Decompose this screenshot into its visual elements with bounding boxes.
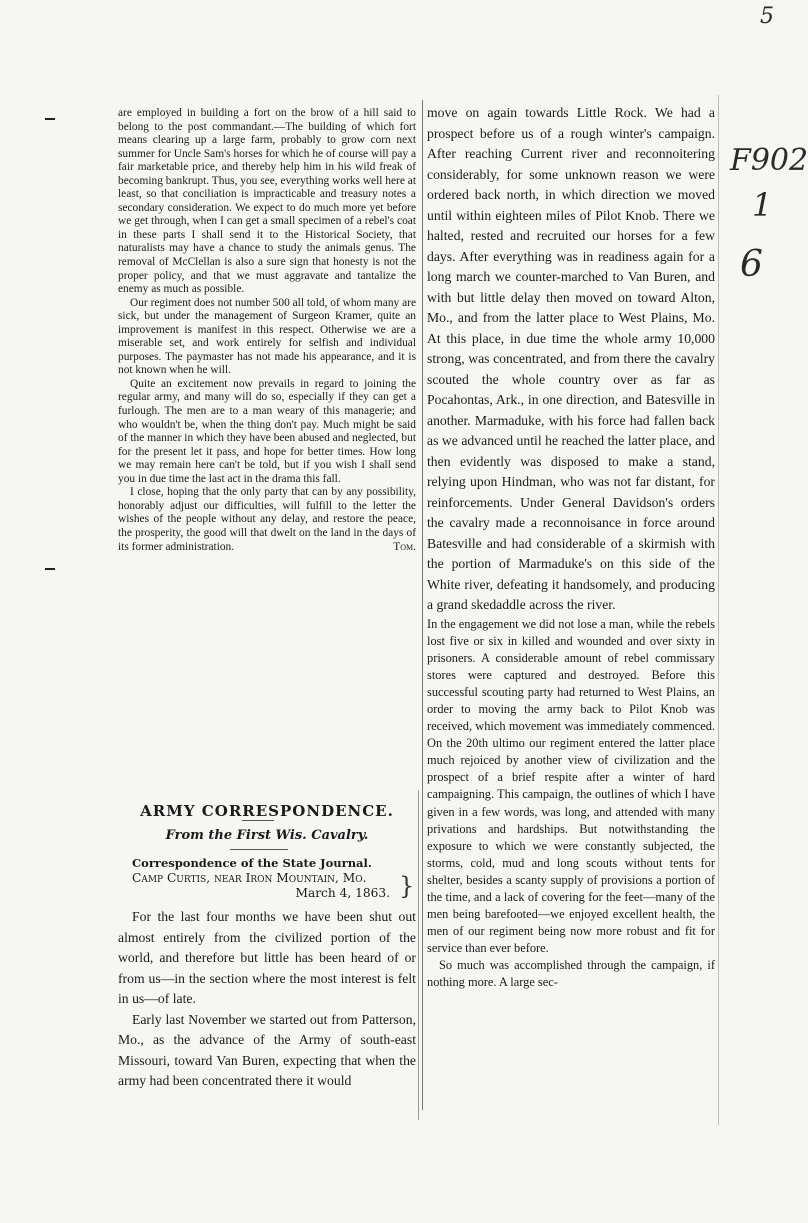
paragraph-closing bbox=[118, 486, 416, 554]
ornament-rule bbox=[242, 820, 274, 821]
catalog-code-annotation: F902 bbox=[730, 143, 808, 178]
paragraph: Our regiment does not number 500 all told, of whom many are sick, but under the management of Surgeon Kramer, quite an improvement is manifest in this respect. Otherwise we are a miserable set, and work entirely for selfish and individual purposes. The paymaster has not made his appearance, and it is not known when he will. bbox=[118, 296, 416, 377]
handwritten-line-1: 1 bbox=[752, 186, 773, 224]
separator-rule bbox=[230, 849, 288, 850]
paragraph-last: So much was accomplished through the campaign, if nothing more. A large sec- bbox=[427, 958, 715, 990]
dateline-place: Camp Curtis, near Iron Mountain, Mo. bbox=[132, 871, 367, 885]
page-number-annotation: 5 bbox=[760, 4, 774, 29]
correspondence-source: Correspondence of the State Journal. bbox=[132, 856, 372, 870]
brace-glyph: } bbox=[399, 872, 415, 900]
paragraph: move on again towards Little Rock. We had a prospect before us of a rough winter's campaign. After reaching Current river and reconnoitering considerably, for some unknown reason we were ordered back north, in which direction we moved until within eighteen miles of Pilot Knob. There we halted, rested and recruited our horses for a few days. After everything was in readiness again for a long march we counter-marched to Van Buren, and with but little delay then moved on toward Alton, Mo., and from the latter place to West Plains, Mo. At this place, in due time the whole army 10,000 strong, was concentrated, and from there the cavalry scouted the whole country over as far as Pocahontas, Ark., in one direction, and Batesville in another. Marmaduke, with his force had fallen back as we advanced until he reached the latter place, and then evidently was disposed to make a stand, relying upon Hindman, who was not far distant, for reinforcements. Under General Davidson's orders the cavalry made a reconnoisance in force around Batesville and had considerable of a skirmish with the portion of Marmaduke's on this side of the White river, defeating it handsomely, and producing a grand skedaddle across the river. bbox=[427, 105, 715, 612]
section-subtitle: From the First Wis. Cavalry. bbox=[165, 828, 369, 843]
paragraph: are employed in building a fort on the brow of a hill said to belong to the post commandant.—The building of which fort means clearing up a large farm, probably to grow corn next summer for Uncle Sam's horses for which he of course will pay a fair marketable price, and thereby help him in his wild freak of becoming bankrupt. Thus, you see, everything works well here at least, so that conciliation is impracticable and treasury notes a secondary consideration. We expect to do much more yet before we get through, when I can get a small specimen of a rebel's coat in these parts I shall send it to the Historical Society, that naturalists may have a chance to study the animals genus. The removal of McClellan is also a sure sign that honesty is not the proper policy, and that we must aggravate and tantalize the enemy as much as possible. bbox=[118, 107, 416, 296]
paragraph-small: In the engagement we did not lose a man, while the rebels lost five or six in killed and wounded and over sixty in prisoners. A considerable amount of rebel commissary stores were captured and destroyed. Before this successful scouting party had returned to West Plains, an order to moving the army back to Pilot Knob was received, which movement was immediately commenced. On the 20th ultimo our regiment entered the latter place much rejoiced by another view of civilization and the prospect of a brief respite after a winter of hard campaigning. This campaign, the outlines of which I have given in a few words, was long, and attended with many privations and hardships. But notwithstanding the exposure to which we were constantly subjected, the storms, cold, mud and long scouts without tents for shelter, besides a scanty supply of provisions a portion of the time, and a lack of covering for the feet—many of the men being barefooted—we enjoyed excellent health, the men of our regiment being now more robust and fit for service than ever before. bbox=[427, 616, 715, 956]
paragraph: Early last November we started out from Patterson, Mo., as the advance of the Army of south-east Missouri, toward Van Buren, expecting that when the army had been concentrated there it would bbox=[118, 1011, 416, 1088]
signature: Tom. bbox=[393, 540, 416, 553]
right-column-article bbox=[427, 103, 715, 992]
left-column-top-article bbox=[118, 107, 416, 554]
dateline-date: March 4, 1863. bbox=[295, 886, 390, 900]
dateline bbox=[132, 871, 394, 901]
handwritten-line-2: 6 bbox=[740, 244, 763, 285]
paragraph-text: I close, hoping that the only party that can by any possibility, honorably adjust our difficulties, will fulfill to the letter the wishes of the people without any delay, and restore the peace, the prosperity, the good will that dwelt on the land in the days of its former administration. bbox=[118, 486, 416, 553]
section-title: ARMY CORRESPONDENCE. bbox=[140, 802, 394, 820]
margin-mark bbox=[45, 118, 55, 120]
column-divider-lower bbox=[418, 790, 419, 1120]
paragraph: Quite an excitement now prevails in regard to joining the regular army, and many will do so, especially if they can get a furlough. The men are to a man weary of this managerie; and who wouldn't be, when the thing don't pay. Much might be said of the manner in which they have been abused and neglected, but for the present let it pass, and hope for better times. How long we may remain here can't be told, but if you wish I shall send you in due time the last act in the drama this fall. bbox=[118, 377, 416, 485]
margin-mark bbox=[45, 568, 55, 570]
column-divider bbox=[422, 100, 423, 1110]
page-edge-line bbox=[718, 95, 719, 1125]
paragraph: For the last four months we have been shut out almost entirely from the civilized portion of the world, and therefore but little has been heard of or from us—in the section where the most interest is felt in us—of late. bbox=[118, 909, 416, 1006]
left-column-bottom-article bbox=[118, 907, 416, 1092]
